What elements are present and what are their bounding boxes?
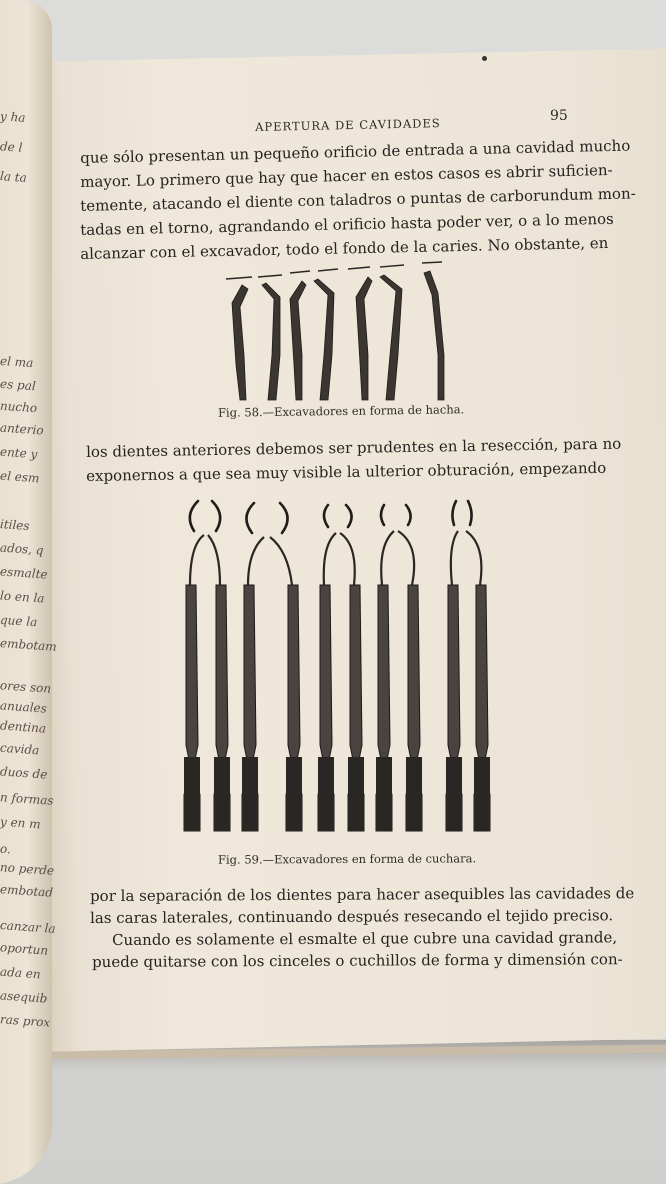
- excavator-instrument: [232, 285, 248, 400]
- spoon-tip: [452, 501, 456, 525]
- text-line: puede quitarse con los cinceles o cuchillos de forma y dimensión con-: [92, 950, 623, 971]
- spoon-tip: [381, 505, 384, 525]
- spoon-tip: [324, 505, 328, 527]
- text-line: los dientes anteriores debemos ser prudentes en la resección, para no: [86, 434, 622, 461]
- text-line: alcanzar con el excavador, todo el fondo de la caries. No obstante, en: [80, 233, 609, 263]
- left-page-fragment: nucho: [0, 398, 38, 416]
- excavator-instrument: [424, 271, 444, 400]
- excavator-blade: [290, 271, 310, 273]
- excavator-instrument: [380, 275, 402, 400]
- left-page-fragment: el ma: [0, 353, 34, 371]
- excavator-instrument: [356, 277, 372, 400]
- page-number: 95: [550, 108, 568, 124]
- spoon-tip: [246, 503, 254, 533]
- left-page-fragment: ados, q: [0, 540, 44, 558]
- left-page-fragment: embotad: [0, 882, 54, 900]
- spoon-tip: [468, 501, 472, 525]
- left-page-fragment: y en m: [0, 814, 42, 832]
- left-page-fragment: o.: [0, 841, 12, 857]
- left-page-fragment: anterio: [0, 420, 45, 438]
- text-line: por la separación de los dientes para hacer asequibles las cavidades de: [90, 884, 635, 905]
- excavator-blade: [226, 277, 252, 279]
- spoon-tip: [212, 501, 220, 531]
- spoon-tip: [280, 503, 288, 533]
- left-page-fragment: esmalte: [0, 564, 48, 582]
- left-page-fragment: itiles: [0, 516, 31, 534]
- text-line: temente, atacando el diente con taladros o puntas de carborundum mon-: [80, 184, 636, 215]
- excavator-instrument: [262, 283, 280, 400]
- excavator-blade: [422, 262, 442, 263]
- left-page-fragment: ores son: [0, 678, 52, 696]
- text-line: mayor. Lo primero que hay que hacer en estos casos es abrir suficien-: [80, 160, 613, 191]
- figure-58-caption: Fig. 58.—Excavadores en forma de hacha.: [217, 402, 465, 420]
- figure-59-illustration: [176, 495, 506, 835]
- left-page-fragment: y ha: [0, 109, 26, 125]
- left-page-fragment: embotam: [0, 636, 58, 654]
- figure-59-caption: Fig. 59.—Excavadores en forma de cuchara.: [217, 851, 477, 867]
- excavator-blade: [380, 265, 404, 267]
- left-page-fragment: dentina: [0, 718, 47, 736]
- excavator-instrument: [314, 279, 334, 400]
- left-page-fragment: de l: [0, 139, 23, 155]
- left-page-fragment: que la: [0, 612, 38, 630]
- left-page-fragment: n formas: [0, 790, 55, 808]
- left-page-fragment: ras prox: [0, 1012, 51, 1030]
- left-page-fragment: asequib: [0, 988, 48, 1006]
- running-head: APERTURA DE CAVIDADES: [255, 116, 441, 134]
- left-page-edge: [0, 0, 58, 1184]
- spoon-tip: [190, 501, 198, 531]
- left-page-fragment: ente y: [0, 444, 38, 462]
- left-page-fragment: es pal: [0, 376, 37, 394]
- left-page-fragment: no perde: [0, 860, 55, 878]
- left-page-fragment: cavida: [0, 740, 40, 758]
- figure-58-illustration: [210, 255, 460, 405]
- text-line: las caras laterales, continuando después resecando el tejido preciso.: [90, 906, 614, 927]
- text-line: exponernos a que sea muy visible la ulterior obturación, empezando: [86, 458, 607, 485]
- left-page-fragment: el esm: [0, 468, 40, 486]
- spoon-tip: [346, 505, 352, 527]
- left-page-fragment: duos de: [0, 764, 48, 782]
- spoon-tip: [406, 505, 411, 525]
- excavator-blade: [258, 275, 282, 277]
- left-page-fragment: canzar la: [0, 918, 57, 936]
- text-line: tadas en el torno, agrandando el orificio hasta poder ver, o a lo menos: [80, 209, 614, 239]
- text-line: Cuando es solamente el esmalte el que cubre una cavidad grande,: [112, 928, 618, 949]
- left-page-fragment: lo en la: [0, 588, 45, 606]
- excavator-blade: [348, 267, 370, 269]
- excavator-blade: [318, 269, 338, 271]
- excavator-instrument: [290, 281, 306, 400]
- left-page-fragment: anuales: [0, 698, 48, 716]
- left-page-fragment: oportun: [0, 940, 49, 958]
- left-page-fragment: la ta: [0, 169, 28, 185]
- text-line: que sólo presentan un pequeño orificio de entrada a una cavidad mucho: [80, 136, 631, 167]
- left-page-fragment: ada en: [0, 964, 42, 982]
- ink-speck: [482, 56, 487, 61]
